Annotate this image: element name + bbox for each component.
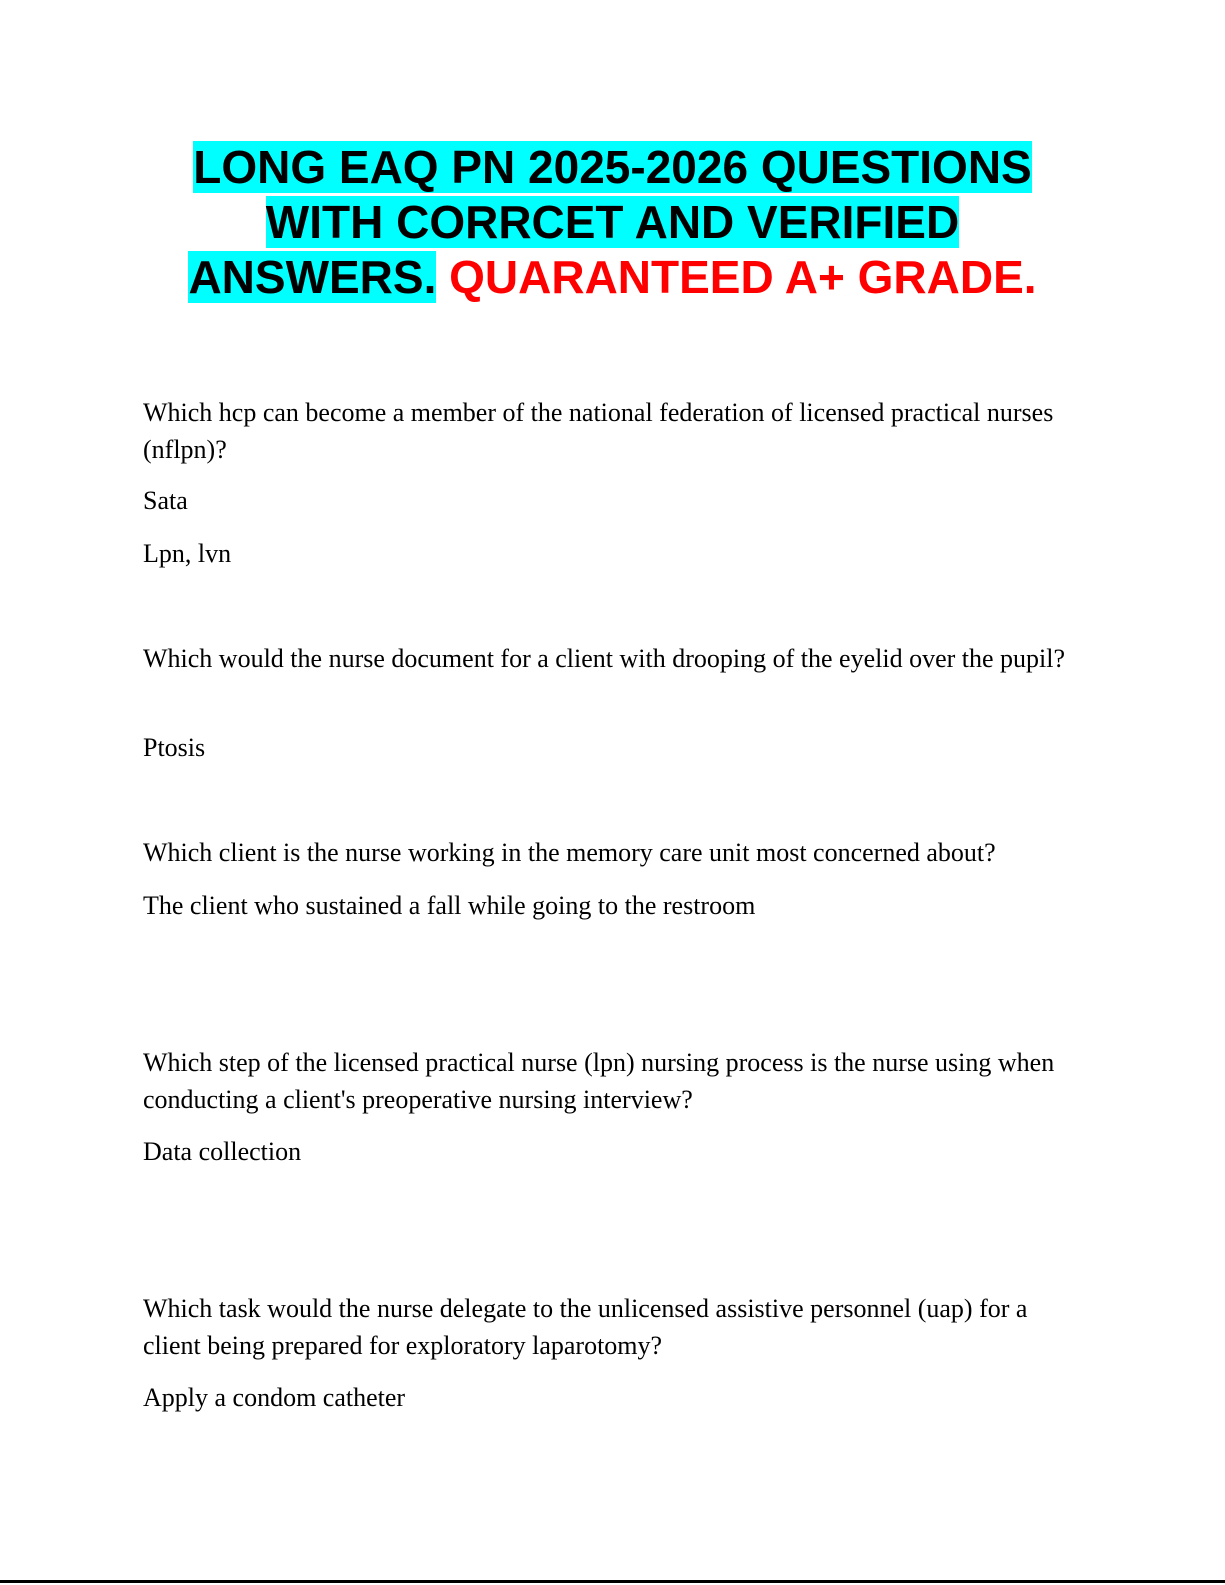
title-line-3-highlighted: ANSWERS. — [188, 251, 437, 303]
question-1: Which hcp can become a member of the national federation of licensed practical nurses (nflpn)? — [143, 398, 1054, 464]
title-line-2: WITH CORRCET AND VERIFIED — [265, 196, 960, 248]
title-line-3-red: QUARANTEED A+ GRADE. — [449, 251, 1037, 303]
answer-3: The client who sustained a fall while going to the restroom — [143, 891, 756, 920]
answer-4: Data collection — [143, 1137, 302, 1166]
bottom-divider — [0, 1580, 1225, 1583]
title-line-1: LONG EAQ PN 2025-2026 QUESTIONS — [193, 141, 1032, 193]
document-title — [100, 140, 1125, 305]
answer-2: Ptosis — [143, 733, 206, 762]
question-1-note: Sata — [143, 486, 188, 515]
answer-1: Lpn, lvn — [143, 539, 232, 568]
question-5: Which task would the nurse delegate to the unlicensed assistive personnel (uap) for a client being prepared for exploratory laparotomy? — [143, 1294, 1028, 1360]
question-2: Which would the nurse document for a client with drooping of the eyelid over the pupil? — [143, 644, 1066, 673]
answer-5: Apply a condom catheter — [143, 1383, 406, 1412]
question-4: Which step of the licensed practical nurse (lpn) nursing process is the nurse using when conducting a client's preoperative nursing interview? — [143, 1048, 1055, 1114]
question-3: Which client is the nurse working in the memory care unit most concerned about? — [143, 838, 996, 867]
